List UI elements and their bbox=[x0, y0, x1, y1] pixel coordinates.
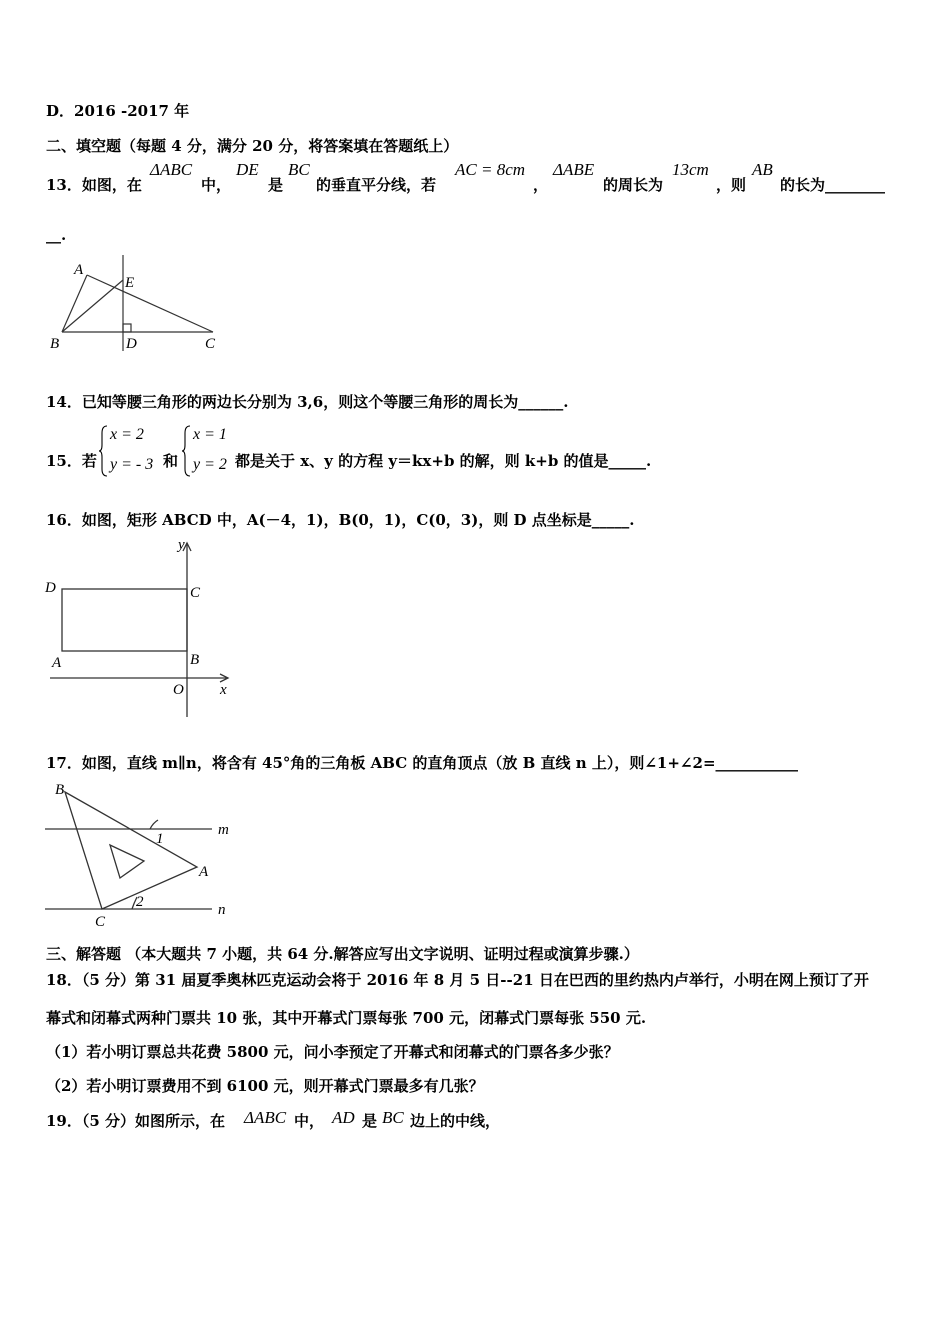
q17-label-m: m bbox=[218, 822, 229, 838]
q13-text-perp: 的垂直平分线，若 bbox=[316, 176, 437, 194]
q19-bc: BC bbox=[382, 1108, 404, 1127]
q16-label-d: D bbox=[45, 580, 56, 596]
q13-label-b: B bbox=[50, 336, 60, 352]
q16-label-c: C bbox=[190, 585, 201, 601]
q17-label-b: B bbox=[55, 782, 65, 798]
q19-prefix: 19．（5 分）如图所示，在 bbox=[46, 1112, 226, 1130]
q15-sys1-b: y = - 3 bbox=[110, 456, 154, 473]
q13-prefix: 13．如图，在 bbox=[46, 176, 142, 194]
q17-label-2: 2 bbox=[136, 894, 144, 910]
q18-line1: 18．（5 分）第 31 届夏季奥林匹克运动会将于 2016 年 8 月 5 日--21 日在巴西的里约热内卢举行，小明在网上预订了开 bbox=[46, 971, 869, 989]
q15-sys2-b: y = 2 bbox=[193, 456, 227, 473]
q13-bc: BC bbox=[288, 160, 310, 179]
q13-figure bbox=[40, 250, 230, 360]
section3-heading: 三、解答题 （本大题共 7 小题，共 64 分.解答应写出文字说明、证明过程或演算步骤.） bbox=[46, 945, 639, 963]
q17-label-1: 1 bbox=[156, 831, 164, 847]
q18-part2: （2）若小明订票费用不到 6100 元，则开幕式门票最多有几张？ bbox=[46, 1077, 484, 1095]
q15-sys2-a: x = 1 bbox=[193, 426, 227, 443]
q17-label-a: A bbox=[199, 864, 209, 880]
q16-figure bbox=[40, 535, 240, 725]
q17: 17．如图，直线 m∥n，将含有 45°角的三角板 ABC 的直角顶点（放 B 直线 n 上），则∠1+∠2=___________ bbox=[46, 754, 799, 772]
q15-text-he: 和 bbox=[163, 452, 179, 470]
q13-ac: AC = 8cm bbox=[455, 160, 526, 179]
q13-13cm: 13cm bbox=[672, 160, 709, 179]
q13-text-perim: 的周长为 bbox=[603, 176, 664, 194]
q13-tail: __. bbox=[46, 226, 67, 244]
q15-sys1-a: x = 2 bbox=[110, 426, 144, 443]
q19-ad: AD bbox=[332, 1108, 355, 1127]
q17-label-n: n bbox=[218, 902, 226, 918]
q13-ab: AB bbox=[752, 160, 773, 179]
q16-label-b: B bbox=[190, 652, 200, 668]
q18-line2: 幕式和闭幕式两种门票共 10 张，其中开幕式门票每张 700 元，闭幕式门票每张 550 元. bbox=[46, 1009, 647, 1027]
section2-heading: 二、填空题（每题 4 分，满分 20 分，将答案填在答题纸上） bbox=[46, 137, 459, 155]
q19-triangle-abc: ΔABC bbox=[244, 1108, 287, 1127]
q13-triangle-abe: ΔABE bbox=[553, 160, 595, 179]
q15-prefix: 15．若 bbox=[46, 452, 97, 470]
q13-label-c: C bbox=[205, 336, 216, 352]
q13-text-comma: ， bbox=[533, 176, 549, 194]
q13-label-a: A bbox=[74, 262, 84, 278]
q16-label-x: x bbox=[220, 682, 227, 698]
q13-text-ze: ，则 bbox=[716, 176, 747, 194]
q13-text-zhong: 中， bbox=[201, 176, 232, 194]
q17-label-c: C bbox=[95, 914, 106, 930]
q12-option-d: D．2016 -2017 年 bbox=[46, 102, 190, 120]
q14: 14．已知等腰三角形的两边长分别为 3,6，则这个等腰三角形的周长为______. bbox=[46, 393, 569, 411]
q13-label-e: E bbox=[125, 275, 135, 291]
q19-text-shi: 是 bbox=[362, 1112, 378, 1130]
q15-suffix: 都是关于 x、y 的方程 y＝kx+b 的解，则 k+b 的值是_____. bbox=[235, 452, 652, 470]
q18-part1: （1）若小明订票总共花费 5800 元，问小李预定了开幕式和闭幕式的门票各多少张？ bbox=[46, 1043, 619, 1061]
q16-label-a: A bbox=[52, 655, 62, 671]
q16-label-y: y bbox=[178, 537, 185, 553]
q13-triangle-abc: ΔABC bbox=[150, 160, 193, 179]
q13-text-shi: 是 bbox=[268, 176, 284, 194]
q17-figure bbox=[40, 780, 240, 930]
q13-label-d: D bbox=[126, 336, 137, 352]
q16-label-o: O bbox=[173, 682, 184, 698]
q13-de: DE bbox=[236, 160, 259, 179]
q13-text-len: 的长为________ bbox=[780, 176, 886, 194]
q15-brace-2 bbox=[181, 425, 191, 477]
q19-text-zhong: 中， bbox=[294, 1112, 325, 1130]
q15-brace-1 bbox=[98, 425, 108, 477]
q19-suffix: 边上的中线， bbox=[410, 1112, 501, 1130]
q16: 16．如图，矩形 ABCD 中，A(－4，1)，B(0，1)，C(0，3)，则 D 点坐标是_____. bbox=[46, 511, 635, 529]
